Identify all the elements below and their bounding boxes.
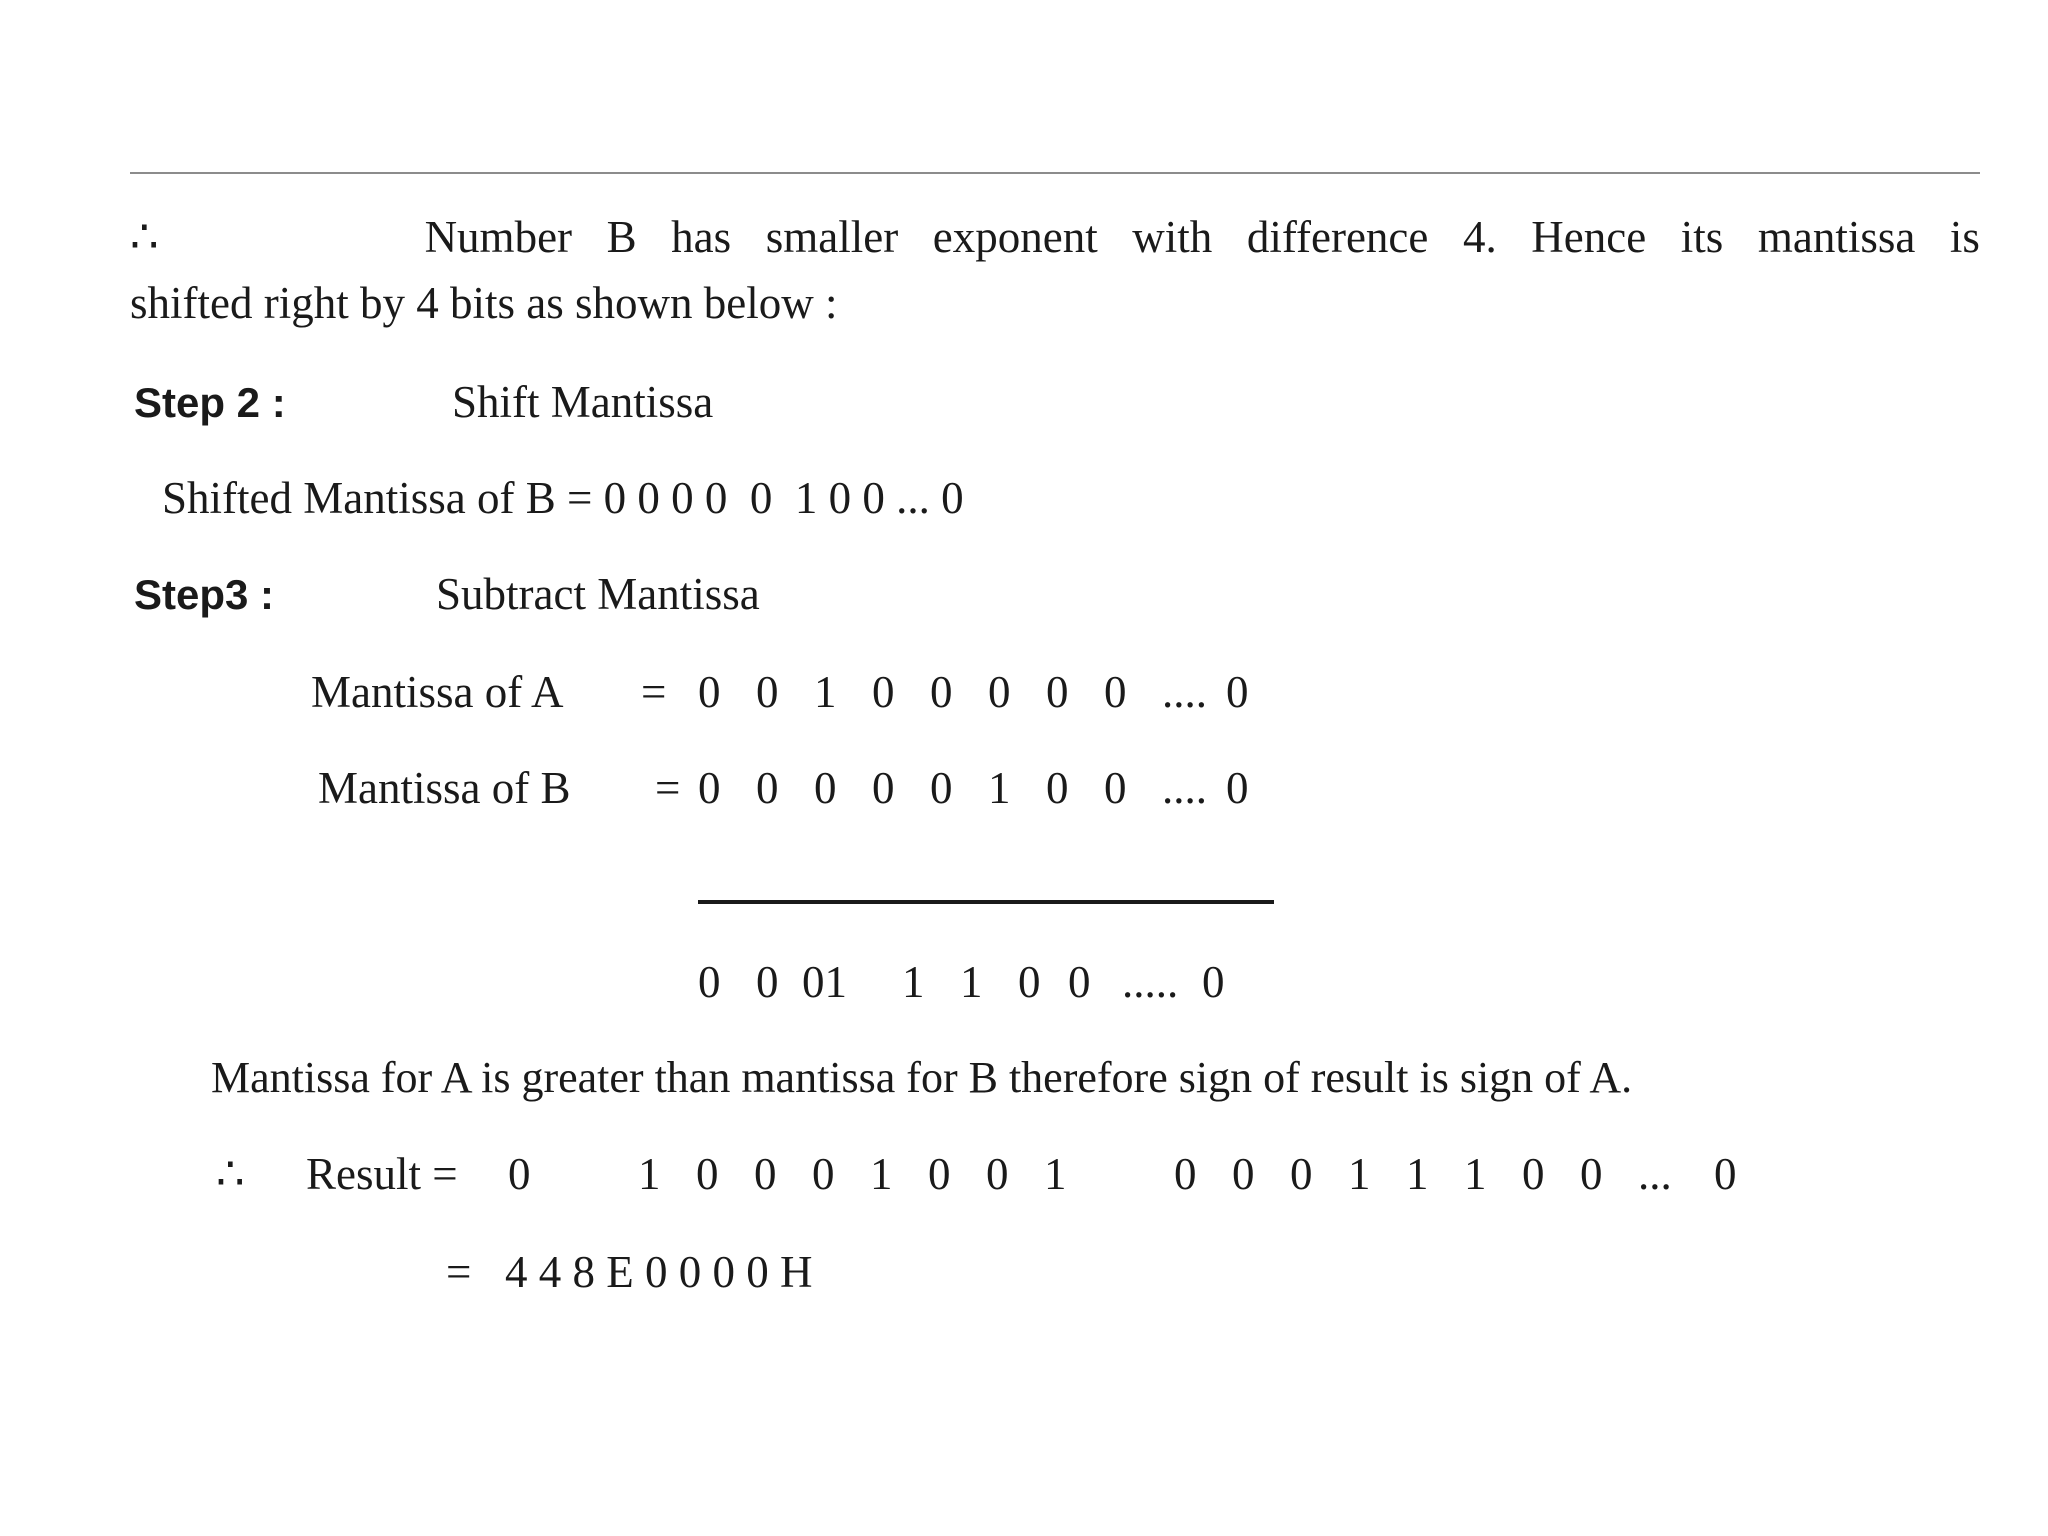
intro-word: difference (1246, 212, 1429, 262)
bit: 0 (1290, 1149, 1313, 1199)
bit: 0 (1580, 1149, 1603, 1199)
mantissa-result-bits (1174, 1149, 1737, 1199)
bit: 0 (1522, 1149, 1545, 1199)
bit: 1 (870, 1149, 893, 1199)
bit: 0 (872, 667, 895, 717)
shifted-mantissa-line: Shifted Mantissa of B = 0 0 0 0 0 1 0 0 ... 0 (162, 473, 964, 523)
mantissa-b-bits (698, 763, 1249, 813)
bit: 0 (698, 957, 721, 1007)
bit: 0 (1046, 763, 1069, 813)
bit: 0 (1714, 1149, 1737, 1199)
bit: 1 (814, 667, 837, 717)
bit: 0 (1068, 957, 1091, 1007)
mantissa-a-label: Mantissa of A (311, 667, 564, 717)
mantissa-b-equals: = (655, 763, 681, 813)
bit: 1 (960, 957, 983, 1007)
intro-word: mantissa (1757, 212, 1916, 262)
exponent-bits (638, 1149, 1067, 1199)
bit: 0 (756, 763, 779, 813)
bit: 0 (928, 1149, 951, 1199)
mantissa-a-bits (698, 667, 1249, 717)
hex-equals: = (446, 1247, 472, 1297)
intro-line-1 (130, 212, 1980, 262)
therefore-symbol: ∴ (130, 212, 159, 262)
ellipsis: ... (1638, 1149, 1672, 1199)
bit: 0 (756, 667, 779, 717)
bit: 0 (1104, 667, 1127, 717)
therefore-symbol: ∴ (216, 1149, 245, 1199)
step2-label: Step 2 : (134, 379, 286, 426)
bit: 0 (1226, 667, 1249, 717)
intro-word: its (1680, 212, 1724, 262)
intro-word: is (1949, 212, 1980, 262)
subtraction-rule (698, 900, 1274, 904)
bit: 0 (930, 763, 953, 813)
intro-word: has (671, 212, 732, 262)
result-label: Result = (306, 1149, 458, 1199)
bit: 0 (754, 1149, 777, 1199)
bit: 0 (756, 957, 779, 1007)
intro-word: with (1132, 212, 1213, 262)
bit: 0 (1046, 667, 1069, 717)
bit: 1 (1044, 1149, 1067, 1199)
intro-word: exponent (932, 212, 1098, 262)
bit: 0 (814, 763, 837, 813)
bit: 0 (1018, 957, 1041, 1007)
mantissa-b-label: Mantissa of B (318, 763, 571, 813)
bit: 0 (872, 763, 895, 813)
intro-line-2: shifted right by 4 bits as shown below : (130, 278, 838, 328)
bit: 0 (988, 667, 1011, 717)
ellipsis: .... (1162, 667, 1207, 717)
conclusion-sentence: Mantissa for A is greater than mantissa for B therefore sign of result is sign of A. (211, 1053, 1633, 1102)
bit: 0 (1202, 957, 1225, 1007)
intro-word: 4. (1462, 212, 1497, 262)
bit: 0 (1174, 1149, 1197, 1199)
bit: 0 (986, 1149, 1009, 1199)
intro-word: Number (424, 212, 573, 262)
bit: 0 (812, 1149, 835, 1199)
bit: 1 (988, 763, 1011, 813)
step2-title: Shift Mantissa (452, 377, 714, 427)
intro-word: smaller (765, 212, 899, 262)
ellipsis: ..... (1122, 957, 1179, 1007)
bit: 01 (802, 957, 847, 1007)
bit: 1 (902, 957, 925, 1007)
sign-bit: 0 (508, 1149, 531, 1199)
subtraction-result-bits (698, 957, 1225, 1007)
bit: 1 (1464, 1149, 1487, 1199)
bit: 0 (1226, 763, 1249, 813)
bit: 0 (930, 667, 953, 717)
bit: 0 (1232, 1149, 1255, 1199)
ellipsis: .... (1162, 763, 1207, 813)
top-rule (130, 172, 1980, 174)
bit: 1 (1406, 1149, 1429, 1199)
step3-label: Step3 : (134, 571, 275, 618)
intro-word: Hence (1531, 212, 1647, 262)
bit: 1 (1348, 1149, 1371, 1199)
step3-title: Subtract Mantissa (436, 569, 760, 619)
bit: 0 (1104, 763, 1127, 813)
bit: 0 (696, 1149, 719, 1199)
bit: 0 (698, 667, 721, 717)
hex-value: 4 4 8 E 0 0 0 0 H (505, 1247, 813, 1297)
bit: 0 (698, 763, 721, 813)
bit: 1 (638, 1149, 661, 1199)
intro-word: B (606, 212, 637, 262)
mantissa-a-equals: = (641, 667, 667, 717)
